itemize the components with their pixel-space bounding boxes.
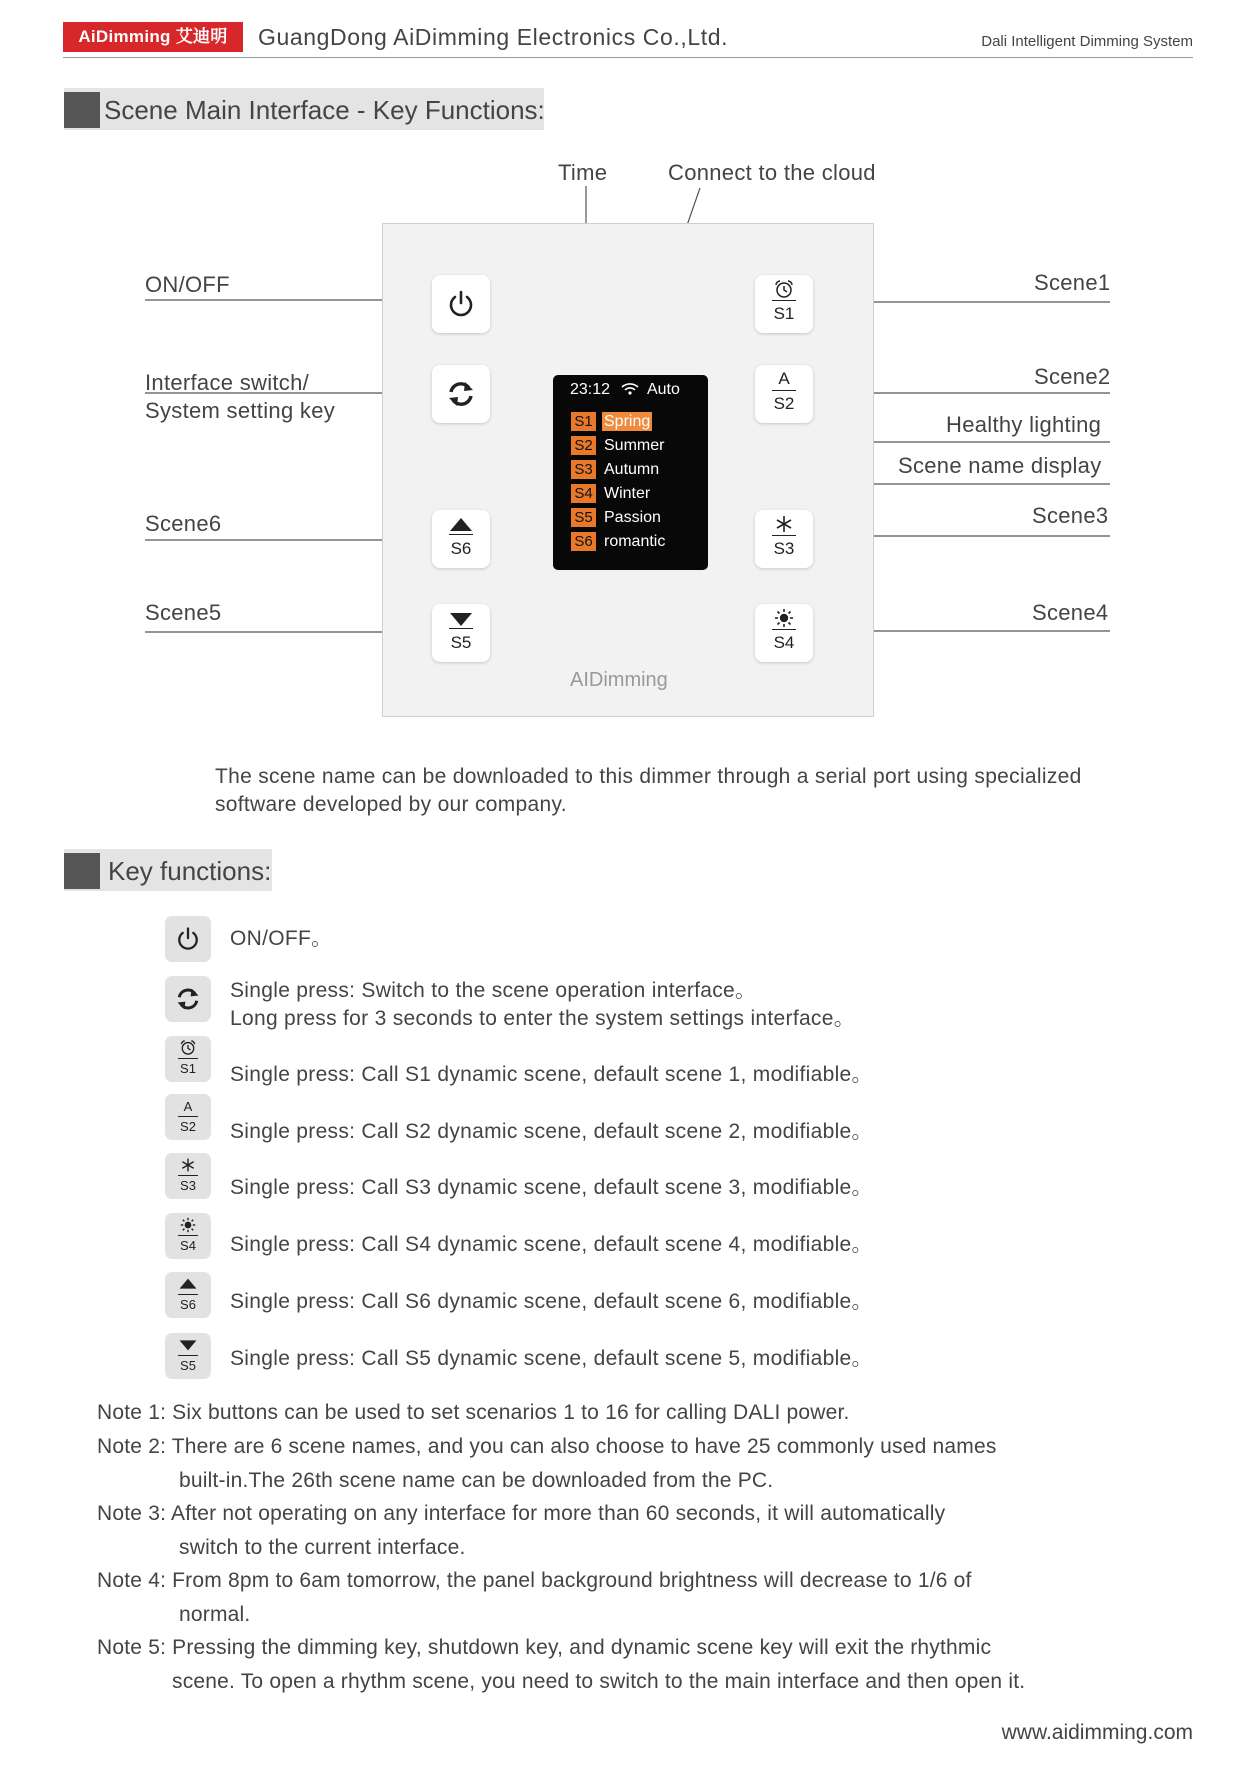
key-divider [178,1116,198,1117]
scene4-key[interactable] [755,604,813,662]
key-label: S4 [180,1238,196,1253]
callout-cloud: Connect to the cloud [668,160,876,185]
key-label: S3 [180,1178,196,1193]
screen-scene-row [571,436,666,457]
note-continuation: scene. To open a rhythm scene, you need to switch to the main interface and then open it. [172,1670,1026,1693]
document-tagline: Dali Intelligent Dimming System [981,33,1193,50]
key-function-text: ON/OFF。 [230,927,333,950]
scene6-key-label: S6 [450,539,472,558]
key-divider [772,390,796,391]
screen-status-bar [570,381,680,399]
screen-scene-row [571,412,652,433]
power-key[interactable] [432,275,490,333]
key-function-icon-s4 [165,1213,211,1259]
scene-number: S5 [571,508,596,527]
key-function-text: Single press: Call S3 dynamic scene, default scene 3, modifiable。 [230,1176,873,1199]
screen-scene-row [571,484,652,505]
scene-name: Winter [604,485,651,502]
scene5-key-label: S5 [450,633,472,652]
screen-scene-row [571,532,667,553]
scene6-key[interactable] [432,510,490,568]
note-continuation: normal. [179,1603,251,1626]
scene-name: Summer [604,437,665,454]
key-function-text: Single press: Call S5 dynamic scene, default scene 5, modifiable。 [230,1347,873,1370]
key-function-text: Single press: Call S2 dynamic scene, default scene 2, modifiable。 [230,1120,873,1143]
company-logo: AiDimming 艾迪明 [63,22,243,52]
scene3-key-label: S3 [773,539,795,558]
letter-a-icon: A [778,369,790,388]
scene1-key[interactable] [755,275,813,333]
key-function-text-secondary: Long press for 3 seconds to enter the system settings interface。 [230,1007,856,1030]
panel-brand-logo: AIDimming [570,669,668,691]
scene-name: Spring [604,413,651,430]
key-function-icon-s6 [165,1272,211,1318]
note-line: Note 5: Pressing the dimming key, shutdown key, and dynamic scene key will exit the rhythmic [97,1636,992,1659]
sun-icon [755,608,813,628]
key-function-icon-s3 [165,1153,211,1199]
screen-scene-row [571,508,663,529]
power-icon [165,925,211,953]
sun-icon [165,1217,211,1233]
key-divider [772,535,796,536]
scene1-key-label: S1 [773,304,795,323]
scene-number: S1 [571,412,596,431]
scene5-key[interactable] [432,604,490,662]
note-line: Note 3: After not operating on any interface for more than 60 seconds, it will automatically [97,1502,946,1525]
triangle-up-icon [432,516,490,534]
callout-system-setting: System setting key [145,398,336,423]
intro-paragraph: The scene name can be downloaded to this dimmer through a serial port using specialized software developed by our company. [215,765,1082,816]
callout-healthy-lighting: Healthy lighting [946,412,1102,437]
display-screen [553,375,708,570]
scene-name: romantic [604,533,666,550]
key-function-icon-power [165,916,211,962]
key-divider [449,534,473,535]
note-2 [97,1430,1157,1498]
key-function-text: Single press: Call S4 dynamic scene, default scene 4, modifiable。 [230,1233,873,1256]
scene-number: S4 [571,484,596,503]
snowflake-icon [755,514,813,534]
power-icon [432,288,490,320]
scene4-key-label: S4 [773,633,795,652]
section-marker [64,853,100,889]
callout-scene2: Scene2 [1034,364,1111,389]
alarm-clock-icon [755,279,813,299]
refresh-icon [165,985,211,1013]
note-5 [97,1631,1157,1699]
key-function-text: Single press: Call S6 dynamic scene, default scene 6, modifiable。 [230,1290,873,1313]
key-divider [178,1294,198,1295]
snowflake-icon [165,1157,211,1173]
key-divider [449,628,473,629]
wifi-icon [621,382,639,394]
key-divider [178,1058,198,1059]
callout-onoff: ON/OFF [145,272,230,297]
section-title: Scene Main Interface - Key Functions: [104,95,545,125]
note-3 [97,1497,1157,1565]
key-function-icon-s1 [165,1036,211,1082]
key-divider [178,1355,198,1356]
letter-a-icon: A [183,1099,193,1114]
alarm-clock-icon [165,1039,211,1056]
company-name: GuangDong AiDimming Electronics Co.,Ltd. [258,24,729,50]
note-line: Note 2: There are 6 scene names, and you can also choose to have 25 commonly used names [97,1435,997,1458]
scene2-key[interactable] [755,365,813,423]
note-continuation: built-in.The 26th scene name can be downloaded from the PC. [179,1469,774,1492]
screen-scene-row [571,460,661,481]
callout-scene1: Scene1 [1034,270,1111,295]
screen-time: 23:12 [570,381,611,398]
screen-mode: Auto [646,381,680,398]
key-label: S5 [180,1358,196,1373]
key-function-text: Single press: Switch to the scene operation interface。 [230,979,757,1002]
key-divider [772,629,796,630]
scene2-key-label: S2 [773,394,795,413]
key-function-icon-s2 [165,1094,211,1140]
scene-number: S3 [571,460,596,479]
key-function-icon-s5 [165,1333,211,1379]
key-divider [772,300,796,301]
callout-scene6: Scene6 [145,511,222,536]
website-link[interactable]: www.aidimming.com [1001,1721,1193,1744]
triangle-down-icon [432,610,490,628]
key-label: S2 [180,1119,196,1134]
refresh-icon [432,378,490,410]
note-line: Note 4: From 8pm to 6am tomorrow, the panel background brightness will decrease to 1/6 of [97,1569,972,1592]
note-4 [97,1564,1157,1632]
triangle-down-icon [165,1338,211,1352]
scene-name: Passion [604,509,661,526]
note-1 [97,1396,1157,1430]
callout-scene3: Scene3 [1032,503,1109,528]
key-label: S1 [180,1061,196,1076]
scene-number: S2 [571,436,596,455]
note-continuation: switch to the current interface. [179,1536,466,1559]
key-label: S6 [180,1297,196,1312]
callout-scene5: Scene5 [145,600,222,625]
key-divider [178,1235,198,1236]
callout-interface-switch: Interface switch/ [145,370,310,395]
scene-name: Autumn [604,461,660,478]
key-function-text: Single press: Call S1 dynamic scene, default scene 1, modifiable。 [230,1063,873,1086]
scene3-key[interactable] [755,510,813,568]
callout-scene-name-display: Scene name display [898,453,1102,478]
scene-number: S6 [571,532,596,551]
key-function-icon-refresh [165,976,211,1022]
callout-scene4: Scene4 [1032,600,1109,625]
key-divider [178,1175,198,1176]
section-title: Key functions: [108,856,272,886]
callout-time: Time [558,160,608,185]
section-heading-key-functions [64,849,272,891]
interface-switch-key[interactable] [432,365,490,423]
triangle-up-icon [165,1277,211,1291]
note-line: Note 1: Six buttons can be used to set scenarios 1 to 16 for calling DALI power. [97,1401,850,1424]
